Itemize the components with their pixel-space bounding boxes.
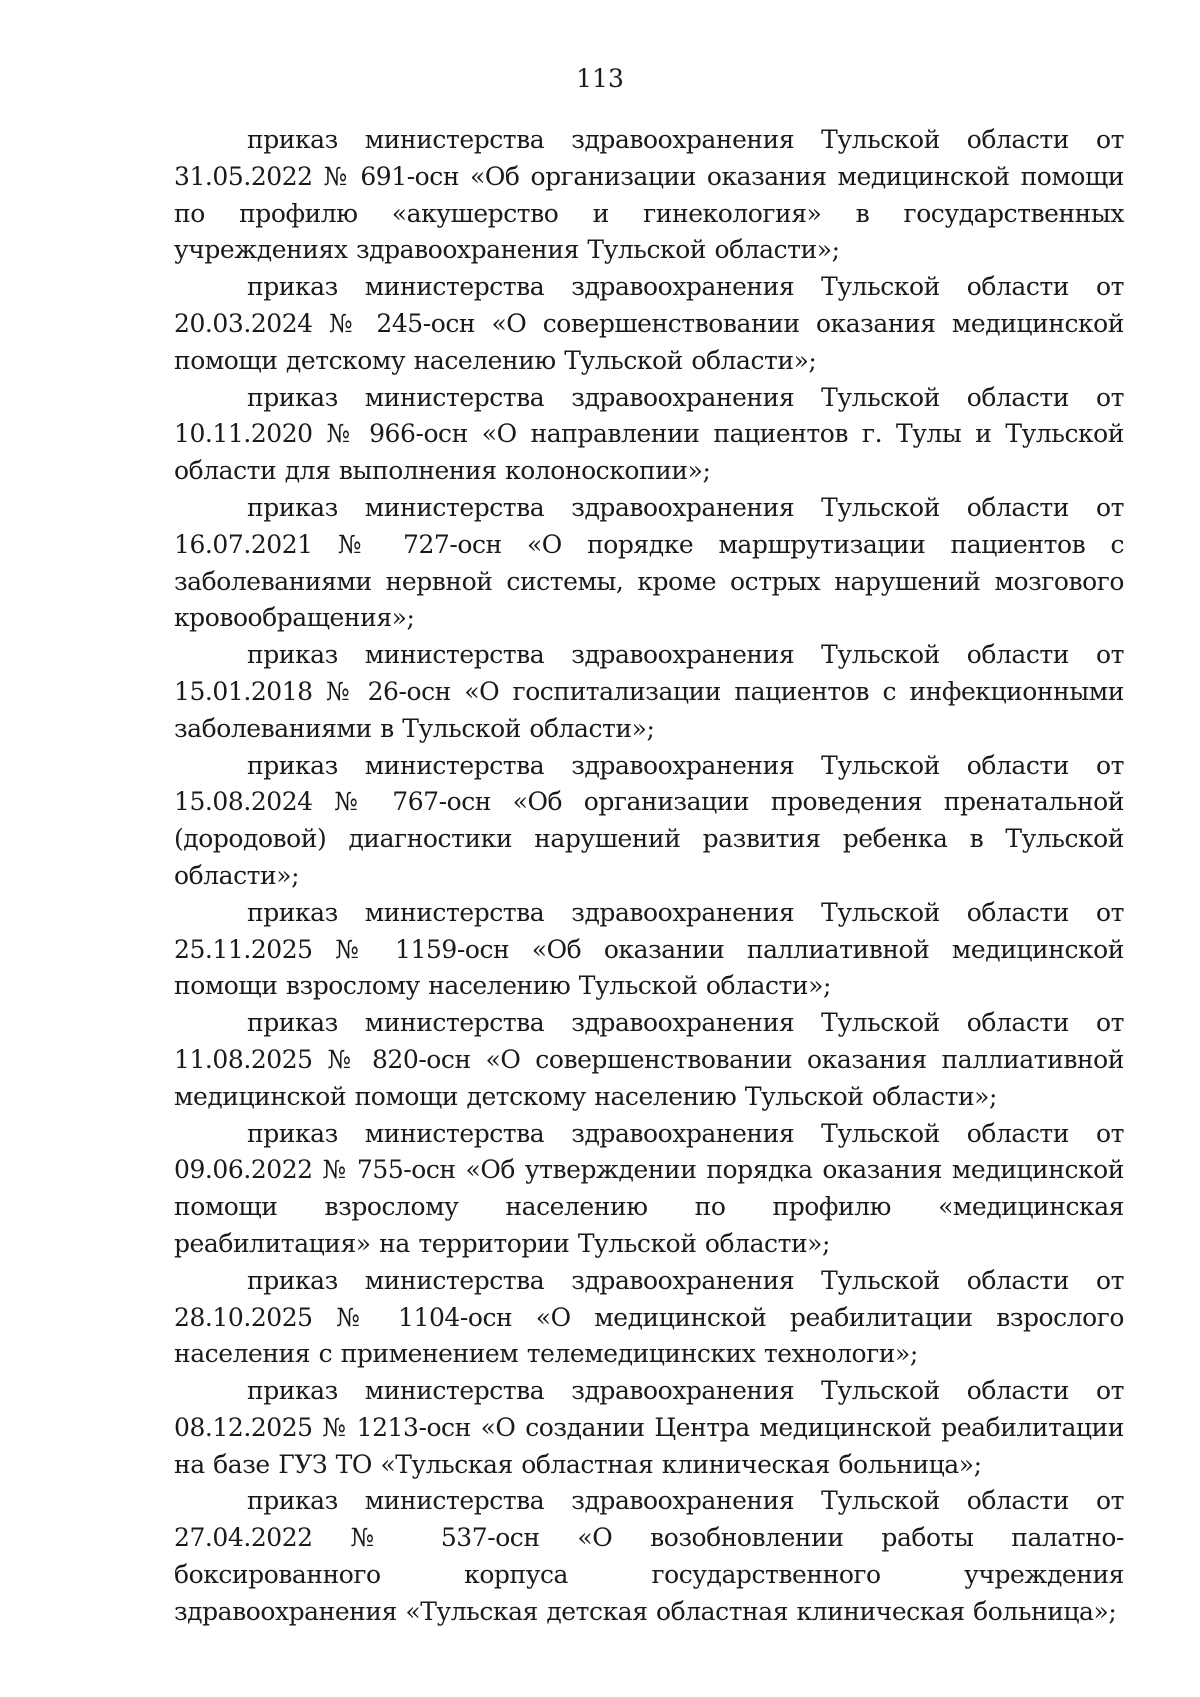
order-entry-3: приказ министерства здравоохранения Тульской области от 10.11.2020 № 966-осн «О направлении пациентов г. Тулы и Тульской области для выполнения колоноскопии»;	[174, 382, 1124, 486]
order-entry-2: приказ министерства здравоохранения Тульской области от 20.03.2024 № 245-осн «О совершенствовании оказания медицинской помощи детскому населению Тульской области»;	[174, 272, 1124, 375]
order-entry-8: приказ министерства здравоохранения Тульской области от 11.08.2025 № 820-осн «О совершенствовании оказания паллиативной медицинской помощи детскому населению Тульской области»;	[174, 1008, 1124, 1111]
order-entry-10: приказ министерства здравоохранения Тульской области от 28.10.2025 № 1104-осн «О медицинской реабилитации взрослого населения с применением телемедицинских технологи»;	[174, 1265, 1124, 1369]
order-entry-4: приказ министерства здравоохранения Тульской области от 16.07.2021 № 727-осн «О порядке маршрутизации пациентов с заболеваниями нервной системы, кроме острых нарушений мозгового кровообращения»;	[174, 492, 1124, 633]
order-entry-1: приказ министерства здравоохранения Тульской области от 31.05.2022 № 691-осн «Об организации оказания медицинской помощи по профилю «акушерство и гинекология» в государственных учреждениях здравоохранения Тульской области»;	[174, 125, 1124, 265]
order-entry-9: приказ министерства здравоохранения Тульской области от 09.06.2022 № 755-осн «Об утверждении порядка оказания медицинской помощи взрослому населению по профилю «медицинская реабилитация» на территории Тульской области»;	[174, 1118, 1124, 1258]
order-entry-5: приказ министерства здравоохранения Тульской области от 15.01.2018 № 26-осн «О госпитализации пациентов с инфекционными заболеваниями в Тульской области»;	[174, 640, 1124, 743]
order-entry-7: приказ министерства здравоохранения Тульской области от 25.11.2025 № 1159-осн «Об оказании паллиативной медицинской помощи взрослому населению Тульской области»;	[174, 897, 1124, 1001]
page-number: 113	[576, 64, 624, 93]
order-entry-12: приказ министерства здравоохранения Тульской области от 27.04.2022 № 537-осн «О возобновлении работы палатно-боксированного корпуса государственного учреждения здравоохранения «Тульская детская областная клиническая больница»;	[174, 1486, 1124, 1626]
order-entry-11: приказ министерства здравоохранения Тульской области от 08.12.2025 № 1213-осн «О создании Центра медицинской реабилитации на базе ГУЗ ТО «Тульская областная клиническая больница»;	[174, 1376, 1124, 1479]
document-body	[174, 122, 1124, 1631]
order-entry-6: приказ министерства здравоохранения Тульской области от 15.08.2024 № 767-осн «Об организации проведения пренатальной (дородовой) диагностики нарушений развития ребенка в Тульской области»;	[174, 750, 1124, 890]
